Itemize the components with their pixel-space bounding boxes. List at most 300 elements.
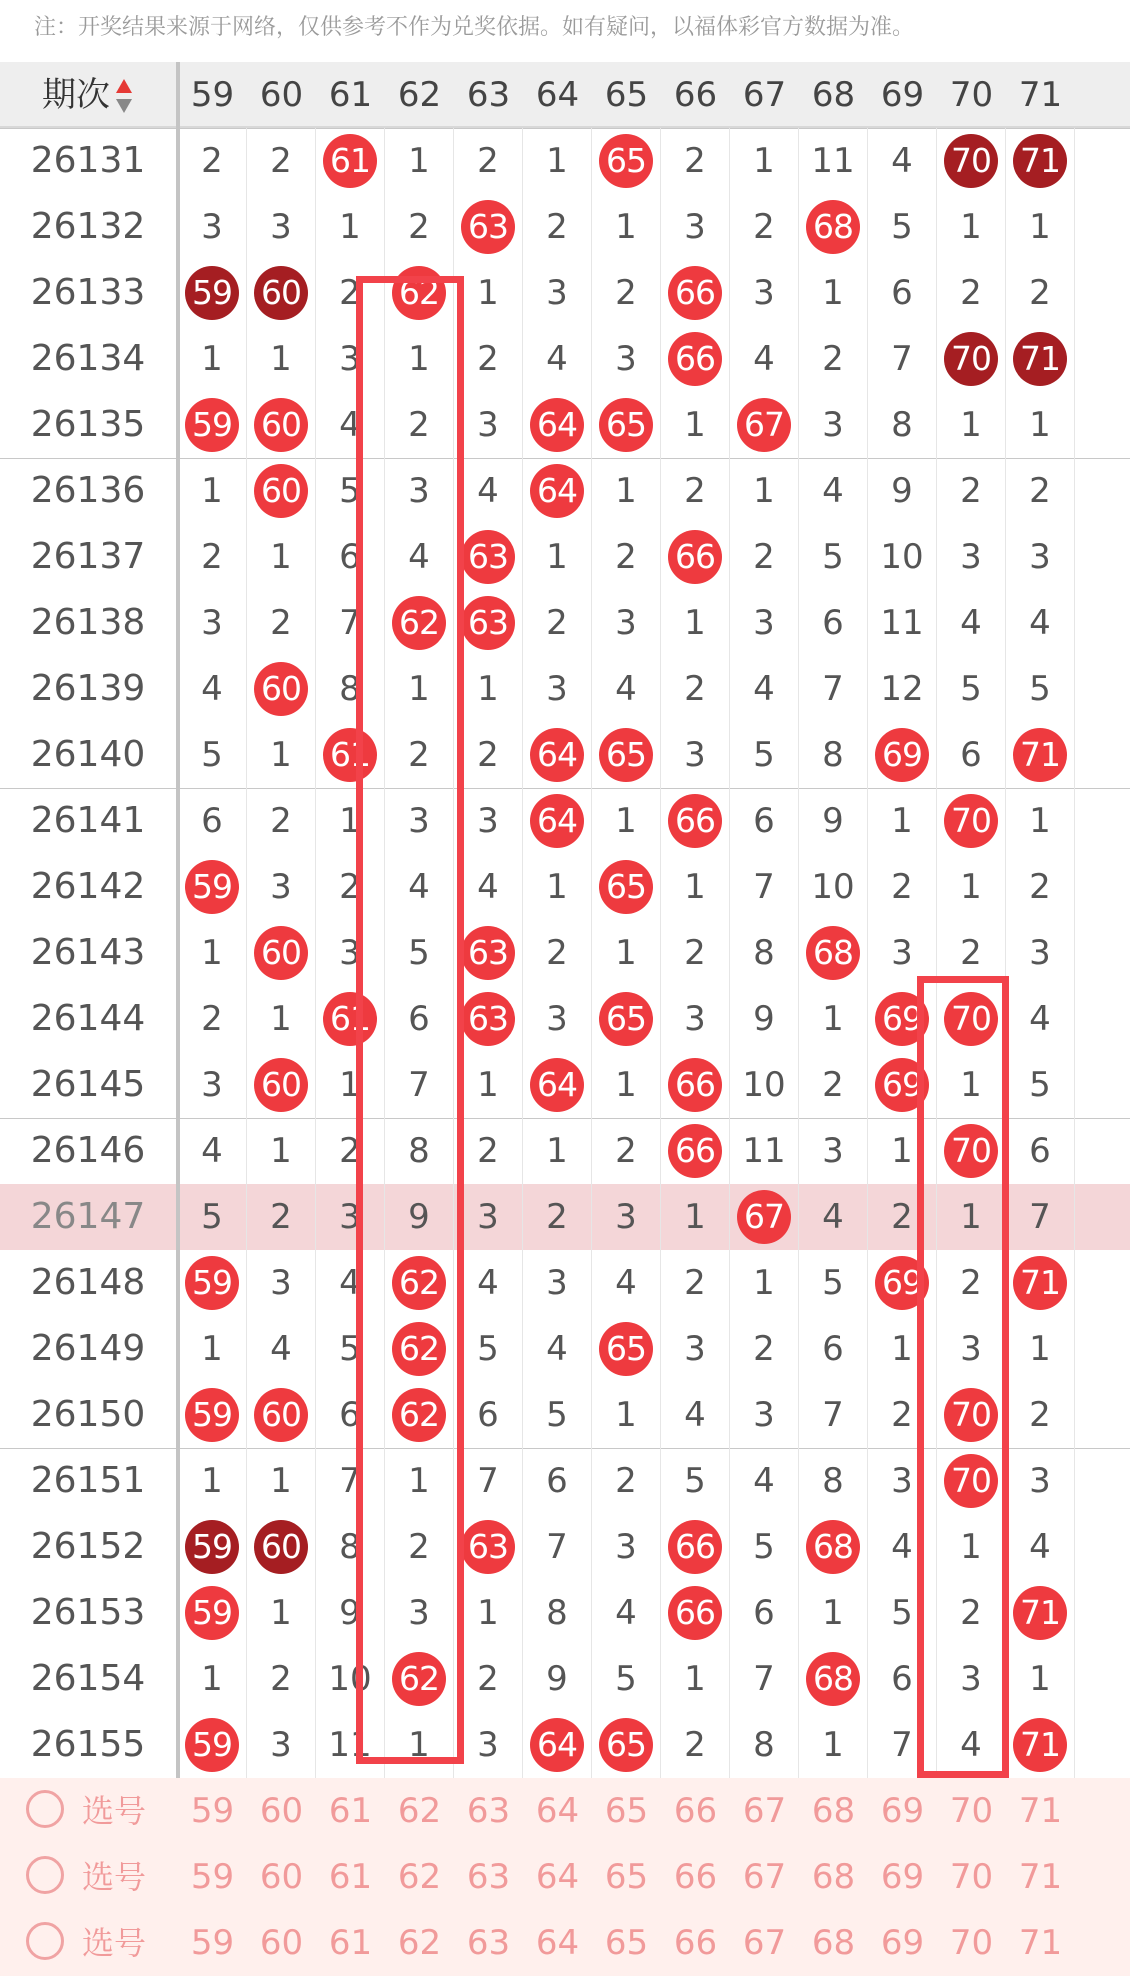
- drawn-number-ball: 62: [392, 1388, 446, 1442]
- trend-cell: 11: [799, 128, 868, 194]
- select-number-64[interactable]: 64: [535, 1857, 580, 1897]
- select-number-68[interactable]: 68: [811, 1923, 856, 1963]
- column-header-63: 63: [466, 75, 511, 115]
- period-number: 26148: [0, 1250, 180, 1316]
- trend-cell: 2: [730, 194, 799, 260]
- select-label[interactable]: [20, 1778, 180, 1844]
- trend-cell: 6: [868, 260, 937, 326]
- trend-cell: 6: [868, 1646, 937, 1712]
- period-number: 26153: [0, 1580, 180, 1646]
- trend-cell: 2: [247, 1184, 316, 1250]
- table-row: [0, 788, 1130, 854]
- select-number-71[interactable]: 71: [1018, 1791, 1063, 1831]
- trend-cell: 2: [661, 1712, 730, 1778]
- trend-cell: 3: [523, 1250, 592, 1316]
- trend-cell: [799, 1646, 868, 1712]
- trend-cell: 3: [592, 590, 661, 656]
- trend-cell: 1: [454, 260, 523, 326]
- trend-cell: [523, 722, 592, 788]
- trend-cell: 7: [523, 1514, 592, 1580]
- select-number-66[interactable]: 66: [673, 1923, 718, 1963]
- trend-cell: [247, 392, 316, 458]
- trend-cell: 4: [523, 326, 592, 392]
- select-text: 选号: [82, 1792, 147, 1830]
- drawn-number-ball: 68: [806, 200, 860, 254]
- select-number-61[interactable]: 61: [328, 1791, 373, 1831]
- trend-cell: 3: [523, 656, 592, 722]
- table-row: [0, 1646, 1130, 1712]
- trend-cell: 5: [1006, 656, 1075, 722]
- select-number-65[interactable]: 65: [604, 1857, 649, 1897]
- trend-cell: 4: [178, 656, 247, 722]
- trend-cell: 1: [592, 1052, 661, 1118]
- trend-cell: 4: [799, 1184, 868, 1250]
- trend-cell: [1006, 326, 1075, 392]
- trend-cell: [868, 1052, 937, 1118]
- period-number: 26152: [0, 1514, 180, 1580]
- trend-cell: 1: [178, 326, 247, 392]
- trend-cell: 6: [316, 1382, 385, 1448]
- trend-cell: 6: [385, 986, 454, 1052]
- drawn-number-ball: 66: [668, 1520, 722, 1574]
- drawn-number-ball: 62: [392, 266, 446, 320]
- drawn-number-ball: 66: [668, 1124, 722, 1178]
- select-number-65[interactable]: 65: [604, 1923, 649, 1963]
- period-number: 26131: [0, 128, 180, 194]
- period-number: 26149: [0, 1316, 180, 1382]
- trend-cell: 1: [937, 392, 1006, 458]
- drawn-number-ball: 66: [668, 1586, 722, 1640]
- trend-cell: 1: [1006, 194, 1075, 260]
- trend-cell: 3: [454, 1184, 523, 1250]
- drawn-number-ball: 71: [1013, 728, 1067, 782]
- trend-cell: 2: [523, 1184, 592, 1250]
- drawn-number-ball: 70: [944, 332, 998, 386]
- drawn-number-ball: 60: [254, 662, 308, 716]
- drawn-number-ball: 66: [668, 530, 722, 584]
- table-row: [0, 392, 1130, 458]
- trend-cell: 12: [868, 656, 937, 722]
- drawn-number-ball: 69: [875, 1058, 929, 1112]
- trend-cell: 5: [661, 1448, 730, 1514]
- trend-cell: 1: [247, 524, 316, 590]
- trend-cell: 2: [1006, 1382, 1075, 1448]
- column-header-64: 64: [535, 75, 580, 115]
- trend-cell: 2: [868, 854, 937, 920]
- trend-cell: 4: [454, 458, 523, 524]
- table-row: [0, 722, 1130, 788]
- trend-cell: 2: [937, 920, 1006, 986]
- trend-cell: [247, 260, 316, 326]
- trend-cell: 8: [316, 1514, 385, 1580]
- trend-cell: 1: [661, 392, 730, 458]
- trend-cell: 8: [316, 656, 385, 722]
- trend-cell: [661, 788, 730, 854]
- select-number-68[interactable]: 68: [811, 1857, 856, 1897]
- trend-cell: [316, 986, 385, 1052]
- select-number-67[interactable]: 67: [742, 1857, 787, 1897]
- trend-cell: 2: [799, 326, 868, 392]
- trend-cell: [730, 392, 799, 458]
- period-number: 26150: [0, 1382, 180, 1448]
- trend-cell: 3: [937, 524, 1006, 590]
- trend-cell: [937, 1382, 1006, 1448]
- trend-cell: 3: [385, 458, 454, 524]
- drawn-number-ball: 69: [875, 1256, 929, 1310]
- drawn-number-ball: 61: [323, 728, 377, 782]
- trend-cell: 6: [316, 524, 385, 590]
- select-number-63[interactable]: 63: [466, 1857, 511, 1897]
- trend-cell: 4: [523, 1316, 592, 1382]
- select-label[interactable]: [20, 1910, 180, 1976]
- trend-cell: 9: [799, 788, 868, 854]
- trend-cell: 6: [523, 1448, 592, 1514]
- column-header-66: 66: [673, 75, 718, 115]
- select-number-60[interactable]: 60: [259, 1923, 304, 1963]
- trend-cell: 4: [316, 1250, 385, 1316]
- trend-cell: [385, 1646, 454, 1712]
- trend-cell: 2: [247, 590, 316, 656]
- trend-cell: 10: [868, 524, 937, 590]
- trend-cell: 2: [247, 1646, 316, 1712]
- trend-cell: 6: [799, 590, 868, 656]
- trend-cell: 1: [1006, 1646, 1075, 1712]
- table-row: [0, 1052, 1130, 1118]
- trend-cell: 1: [1006, 788, 1075, 854]
- trend-cell: 1: [385, 656, 454, 722]
- select-number-63[interactable]: 63: [466, 1791, 511, 1831]
- trend-cell: 2: [385, 1514, 454, 1580]
- drawn-number-ball: 67: [737, 398, 791, 452]
- select-number-61[interactable]: 61: [328, 1923, 373, 1963]
- trend-cell: [937, 326, 1006, 392]
- trend-cell: 8: [799, 722, 868, 788]
- trend-cell: [592, 986, 661, 1052]
- trend-cell: 9: [523, 1646, 592, 1712]
- select-number-66[interactable]: 66: [673, 1857, 718, 1897]
- period-header[interactable]: [0, 62, 180, 128]
- drawn-number-ball: 64: [530, 794, 584, 848]
- table-row: [0, 1118, 1130, 1184]
- select-number-70[interactable]: 70: [949, 1923, 994, 1963]
- drawn-number-ball: 61: [323, 134, 377, 188]
- trend-cell: 3: [661, 986, 730, 1052]
- drawn-number-ball: 59: [185, 1256, 239, 1310]
- trend-cell: 3: [661, 1316, 730, 1382]
- select-label[interactable]: [20, 1844, 180, 1910]
- radio-circle-icon[interactable]: [26, 1856, 64, 1894]
- trend-cell: [937, 1118, 1006, 1184]
- trend-cell: 4: [385, 854, 454, 920]
- select-number-62[interactable]: 62: [397, 1791, 442, 1831]
- trend-cell: [592, 854, 661, 920]
- trend-cell: 1: [523, 854, 592, 920]
- trend-cell: 7: [868, 1712, 937, 1778]
- select-number-59[interactable]: 59: [190, 1857, 235, 1897]
- trend-cell: 2: [592, 524, 661, 590]
- select-number-64[interactable]: 64: [535, 1791, 580, 1831]
- radio-circle-icon[interactable]: [26, 1790, 64, 1828]
- select-number-63[interactable]: 63: [466, 1923, 511, 1963]
- trend-cell: 10: [799, 854, 868, 920]
- select-number-70[interactable]: 70: [949, 1791, 994, 1831]
- drawn-number-ball: 65: [599, 134, 653, 188]
- trend-cell: 11: [868, 590, 937, 656]
- table-row: [0, 194, 1130, 260]
- drawn-number-ball: 70: [944, 794, 998, 848]
- period-header-label: 期次: [42, 75, 110, 115]
- trend-cell: 2: [661, 920, 730, 986]
- trend-cell: 8: [730, 1712, 799, 1778]
- trend-cell: 3: [178, 590, 247, 656]
- trend-cell: 3: [247, 1712, 316, 1778]
- trend-cell: 3: [730, 260, 799, 326]
- trend-cell: [454, 1514, 523, 1580]
- table-row: [0, 590, 1130, 656]
- trend-cell: 2: [247, 788, 316, 854]
- trend-cell: [178, 1712, 247, 1778]
- table-row: [0, 1514, 1130, 1580]
- radio-circle-icon[interactable]: [26, 1922, 64, 1960]
- drawn-number-ball: 64: [530, 728, 584, 782]
- drawn-number-ball: 59: [185, 1586, 239, 1640]
- trend-cell: 3: [247, 1250, 316, 1316]
- trend-cell: 5: [868, 194, 937, 260]
- trend-cell: 4: [454, 854, 523, 920]
- trend-cell: 2: [661, 128, 730, 194]
- trend-cell: [799, 1514, 868, 1580]
- select-number-69[interactable]: 69: [880, 1923, 925, 1963]
- drawn-number-ball: 59: [185, 860, 239, 914]
- drawn-number-ball: 66: [668, 1058, 722, 1112]
- trend-cell: 5: [454, 1316, 523, 1382]
- trend-cell: 2: [592, 1118, 661, 1184]
- trend-cell: 2: [1006, 260, 1075, 326]
- drawn-number-ball: 66: [668, 794, 722, 848]
- trend-cell: 1: [247, 1118, 316, 1184]
- trend-cell: [454, 524, 523, 590]
- trend-cell: 1: [937, 1052, 1006, 1118]
- table-row: [0, 1316, 1130, 1382]
- trend-cell: [178, 392, 247, 458]
- trend-cell: 3: [799, 392, 868, 458]
- trend-cell: 1: [592, 458, 661, 524]
- trend-cell: 1: [178, 458, 247, 524]
- trend-cell: [937, 1448, 1006, 1514]
- trend-cell: 2: [937, 1250, 1006, 1316]
- trend-cell: 6: [1006, 1118, 1075, 1184]
- trend-cell: 9: [316, 1580, 385, 1646]
- period-number: 26134: [0, 326, 180, 392]
- trend-cell: 3: [316, 1184, 385, 1250]
- trend-cell: [592, 128, 661, 194]
- trend-cell: 5: [1006, 1052, 1075, 1118]
- trend-cell: 4: [937, 590, 1006, 656]
- table-row: [0, 920, 1130, 986]
- trend-cell: 4: [868, 128, 937, 194]
- trend-cell: 3: [661, 722, 730, 788]
- trend-cell: 2: [661, 1250, 730, 1316]
- drawn-number-ball: 64: [530, 1058, 584, 1112]
- trend-cell: [178, 1382, 247, 1448]
- trend-cell: 1: [247, 722, 316, 788]
- trend-cell: 1: [730, 1250, 799, 1316]
- trend-cell: [454, 194, 523, 260]
- drawn-number-ball: 59: [185, 1520, 239, 1574]
- select-number-69[interactable]: 69: [880, 1857, 925, 1897]
- trend-cell: 3: [178, 194, 247, 260]
- trend-cell: 1: [661, 1184, 730, 1250]
- trend-cell: 1: [523, 1118, 592, 1184]
- select-number-62[interactable]: 62: [397, 1857, 442, 1897]
- drawn-number-ball: 70: [944, 1388, 998, 1442]
- trend-cell: 2: [592, 1448, 661, 1514]
- trend-cell: 3: [454, 392, 523, 458]
- trend-cell: 1: [1006, 392, 1075, 458]
- drawn-number-ball: 64: [530, 1718, 584, 1772]
- trend-cell: 3: [592, 1184, 661, 1250]
- trend-cell: 2: [937, 458, 1006, 524]
- trend-cell: [661, 326, 730, 392]
- trend-cell: 7: [799, 656, 868, 722]
- trend-cell: 4: [316, 392, 385, 458]
- trend-cell: 3: [730, 1382, 799, 1448]
- trend-cell: 5: [730, 722, 799, 788]
- select-number-60[interactable]: 60: [259, 1857, 304, 1897]
- trend-cell: 6: [178, 788, 247, 854]
- drawn-number-ball: 60: [254, 1388, 308, 1442]
- select-number-60[interactable]: 60: [259, 1791, 304, 1831]
- trend-cell: [1006, 1250, 1075, 1316]
- select-number-70[interactable]: 70: [949, 1857, 994, 1897]
- drawn-number-ball: 69: [875, 728, 929, 782]
- trend-cell: 7: [316, 590, 385, 656]
- trend-cell: [868, 722, 937, 788]
- sort-icon[interactable]: [114, 77, 134, 117]
- select-text: 选号: [82, 1924, 147, 1962]
- trend-cell: 2: [868, 1184, 937, 1250]
- sort-up-icon: [116, 79, 132, 93]
- select-number-64[interactable]: 64: [535, 1923, 580, 1963]
- select-number-62[interactable]: 62: [397, 1923, 442, 1963]
- trend-cell: 7: [730, 854, 799, 920]
- select-number-61[interactable]: 61: [328, 1857, 373, 1897]
- disclaimer-notice: 注：开奖结果来源于网络，仅供参考不作为兑奖依据。如有疑问，以福体彩官方数据为准。: [0, 0, 1080, 62]
- table-row: [0, 986, 1130, 1052]
- drawn-number-ball: 65: [599, 1322, 653, 1376]
- select-number-59[interactable]: 59: [190, 1791, 235, 1831]
- period-number: 26147: [0, 1184, 180, 1250]
- trend-cell: 4: [868, 1514, 937, 1580]
- trend-cell: 10: [730, 1052, 799, 1118]
- trend-cell: 1: [316, 788, 385, 854]
- trend-cell: [868, 986, 937, 1052]
- trend-cell: 2: [454, 326, 523, 392]
- trend-cell: [730, 1184, 799, 1250]
- trend-cell: [661, 260, 730, 326]
- trend-cell: 2: [523, 194, 592, 260]
- trend-cell: 1: [661, 854, 730, 920]
- trend-cell: [316, 722, 385, 788]
- trend-cell: 3: [1006, 920, 1075, 986]
- trend-cell: [523, 1712, 592, 1778]
- trend-cell: 2: [937, 1580, 1006, 1646]
- trend-cell: [385, 260, 454, 326]
- drawn-number-ball: 59: [185, 266, 239, 320]
- trend-table[interactable]: [0, 62, 1080, 1963]
- trend-cell: 4: [592, 1250, 661, 1316]
- trend-cell: 5: [178, 722, 247, 788]
- table-row: [0, 1712, 1130, 1778]
- select-text: 选号: [82, 1858, 147, 1896]
- trend-cell: 5: [523, 1382, 592, 1448]
- period-number: 26142: [0, 854, 180, 920]
- trend-cell: 3: [247, 194, 316, 260]
- period-number: 26140: [0, 722, 180, 788]
- select-number-71[interactable]: 71: [1018, 1857, 1063, 1897]
- select-number-59[interactable]: 59: [190, 1923, 235, 1963]
- trend-cell: [1006, 128, 1075, 194]
- trend-cell: 3: [937, 1646, 1006, 1712]
- drawn-number-ball: 71: [1013, 1256, 1067, 1310]
- drawn-number-ball: 68: [806, 1652, 860, 1706]
- trend-cell: [523, 392, 592, 458]
- trend-cell: 2: [454, 128, 523, 194]
- trend-cell: 1: [730, 458, 799, 524]
- table-row: [0, 326, 1130, 392]
- trend-cell: [385, 1316, 454, 1382]
- select-number-67[interactable]: 67: [742, 1791, 787, 1831]
- trend-cell: 5: [316, 458, 385, 524]
- trend-cell: 2: [247, 128, 316, 194]
- trend-cell: 8: [385, 1118, 454, 1184]
- select-number-66[interactable]: 66: [673, 1791, 718, 1831]
- trend-cell: 1: [247, 1580, 316, 1646]
- select-number-65[interactable]: 65: [604, 1791, 649, 1831]
- trend-cell: [523, 458, 592, 524]
- trend-cell: 2: [868, 1382, 937, 1448]
- drawn-number-ball: 59: [185, 1718, 239, 1772]
- trend-cell: [592, 392, 661, 458]
- trend-cell: 1: [937, 854, 1006, 920]
- trend-cell: 5: [799, 1250, 868, 1316]
- trend-cell: 1: [937, 194, 1006, 260]
- trend-cell: 7: [730, 1646, 799, 1712]
- trend-cell: 2: [1006, 854, 1075, 920]
- trend-cell: 5: [868, 1580, 937, 1646]
- select-number-71[interactable]: 71: [1018, 1923, 1063, 1963]
- select-number-69[interactable]: 69: [880, 1791, 925, 1831]
- trend-cell: [178, 1514, 247, 1580]
- period-number: 26151: [0, 1448, 180, 1514]
- header-row: [0, 62, 1130, 128]
- trend-cell: 1: [661, 590, 730, 656]
- column-header-65: 65: [604, 75, 649, 115]
- period-number: 26136: [0, 458, 180, 524]
- column-header-60: 60: [259, 75, 304, 115]
- table-row: [0, 1250, 1130, 1316]
- select-number-67[interactable]: 67: [742, 1923, 787, 1963]
- trend-cell: 9: [385, 1184, 454, 1250]
- trend-cell: 1: [937, 1514, 1006, 1580]
- select-number-68[interactable]: 68: [811, 1791, 856, 1831]
- table-row: [0, 854, 1130, 920]
- drawn-number-ball: 65: [599, 728, 653, 782]
- trend-cell: 3: [799, 1118, 868, 1184]
- trend-cell: 1: [454, 656, 523, 722]
- drawn-number-ball: 60: [254, 266, 308, 320]
- period-number: 26145: [0, 1052, 180, 1118]
